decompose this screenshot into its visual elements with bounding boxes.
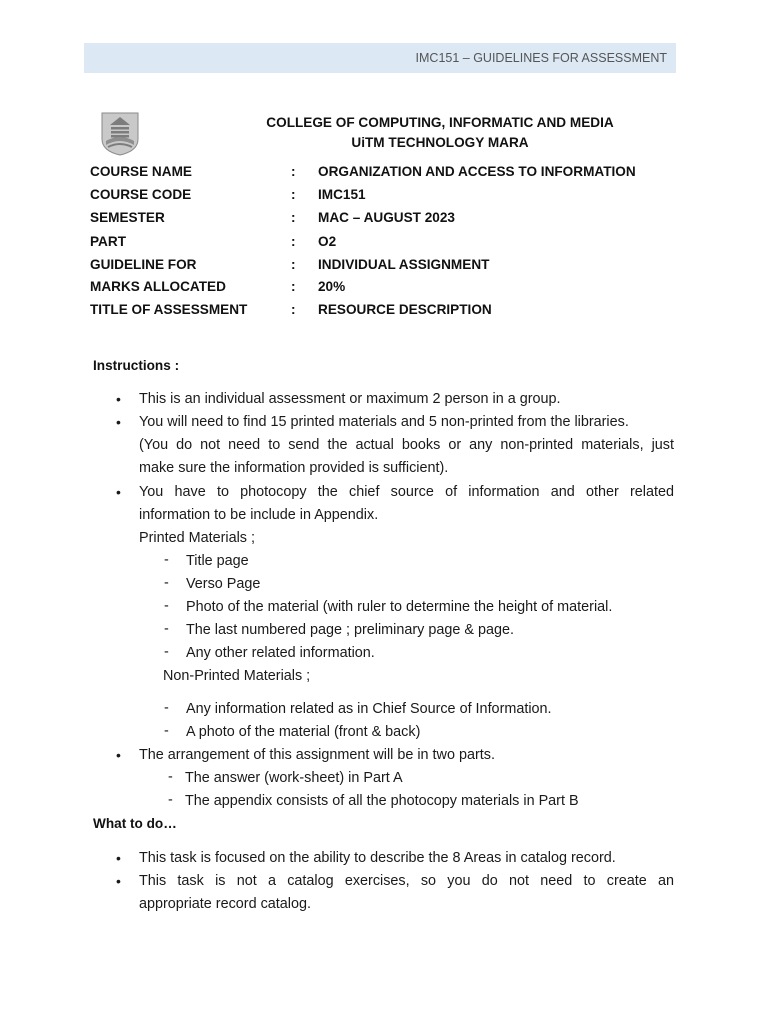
info-colon: : (291, 164, 296, 179)
info-label: PART (90, 234, 126, 249)
info-colon: : (291, 187, 296, 202)
arrangement-item: The answer (work-sheet) in Part A (185, 770, 403, 786)
printed-material-item: Photo of the material (with ruler to determine the height of material. (186, 599, 613, 615)
dash-marker: - (164, 621, 169, 637)
bullet-marker: • (116, 414, 121, 430)
document-header-text: IMC151 – GUIDELINES FOR ASSESSMENT (415, 51, 667, 65)
document-header-bar (84, 43, 676, 73)
non-printed-materials-label: Non-Printed Materials ; (163, 668, 311, 684)
info-value: INDIVIDUAL ASSIGNMENT (318, 257, 490, 272)
bullet-marker: • (116, 873, 121, 889)
instruction-item-line: information to be include in Appendix. (139, 507, 379, 523)
dash-marker: - (164, 575, 169, 591)
task-item-line: appropriate record catalog. (139, 896, 311, 912)
instruction-item-line: (You do not need to send the actual books or any non-printed materials, just (139, 437, 674, 453)
printed-materials-label: Printed Materials ; (139, 530, 255, 546)
info-label: COURSE CODE (90, 187, 192, 202)
info-label: SEMESTER (90, 210, 165, 225)
dash-marker: - (164, 700, 169, 716)
task-item: This task is focused on the ability to describe the 8 Areas in catalog record. (139, 850, 616, 866)
info-value: IMC151 (318, 187, 366, 202)
printed-material-item: The last numbered page ; preliminary page & page. (186, 622, 514, 638)
info-value: 20% (318, 279, 346, 294)
info-value: MAC – AUGUST 2023 (318, 210, 455, 225)
instruction-item-line: You will need to find 15 printed materials and 5 non-printed from the libraries. (139, 414, 629, 430)
bullet-marker: • (116, 391, 121, 407)
instructions-heading: Instructions : (93, 358, 180, 373)
non-printed-material-item: A photo of the material (front & back) (186, 724, 421, 740)
what-to-do-heading: What to do… (93, 816, 177, 831)
dash-marker: - (168, 792, 173, 808)
instruction-item: This is an individual assessment or maximum 2 person in a group. (139, 391, 561, 407)
university-name: UiTM TECHNOLOGY MARA (351, 135, 529, 150)
instruction-item-line: You have to photocopy the chief source of information and other related (139, 484, 674, 500)
info-value: O2 (318, 234, 337, 249)
printed-material-item: Title page (186, 553, 249, 569)
dash-marker: - (164, 723, 169, 739)
info-colon: : (291, 302, 296, 317)
task-item-line: This task is not a catalog exercises, so you do not need to create an (139, 873, 674, 889)
dash-marker: - (164, 598, 169, 614)
info-colon: : (291, 234, 296, 249)
dash-marker: - (164, 552, 169, 568)
info-label: TITLE OF ASSESSMENT (90, 302, 248, 317)
info-colon: : (291, 257, 296, 272)
info-colon: : (291, 210, 296, 225)
printed-material-item: Verso Page (186, 576, 261, 592)
non-printed-material-item: Any information related as in Chief Source of Information. (186, 701, 552, 717)
college-name: COLLEGE OF COMPUTING, INFORMATIC AND MEDIA (266, 115, 614, 130)
arrangement-item: The appendix consists of all the photocopy materials in Part B (185, 793, 579, 809)
dash-marker: - (168, 769, 173, 785)
bullet-marker: • (116, 850, 121, 866)
bullet-marker: • (116, 747, 121, 763)
info-colon: : (291, 279, 296, 294)
info-label: MARKS ALLOCATED (90, 279, 226, 294)
info-label: COURSE NAME (90, 164, 192, 179)
instruction-item-line: The arrangement of this assignment will be in two parts. (139, 747, 495, 763)
info-value: RESOURCE DESCRIPTION (318, 302, 492, 317)
dash-marker: - (164, 644, 169, 660)
university-crest-icon (100, 111, 140, 156)
printed-material-item: Any other related information. (186, 645, 375, 661)
bullet-marker: • (116, 484, 121, 500)
info-value: ORGANIZATION AND ACCESS TO INFORMATION (318, 164, 636, 179)
instruction-item-line: make sure the information provided is sufficient). (139, 460, 449, 476)
info-label: GUIDELINE FOR (90, 257, 197, 272)
